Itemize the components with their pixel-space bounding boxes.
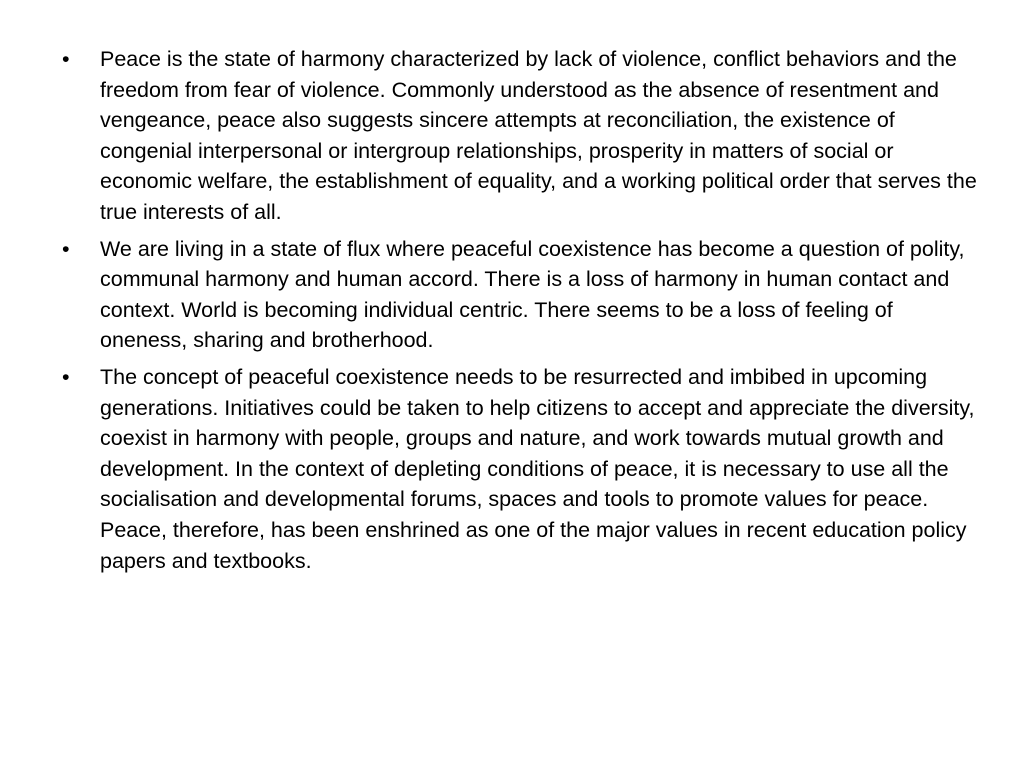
bullet-icon: • <box>62 47 70 71</box>
bullet-text: Peace is the state of harmony characterized by lack of violence, conflict behaviors and the freedom from fear of violence. Commonly understood as the absence of resentment and vengeance, peace also suggests sincere attempts at reconciliation, the existence of congenial interpersonal or intergroup relationships, prosperity in matters of social or economic welfare, the establishment of equality, and a working political order that serves the true interests of all. <box>100 47 977 224</box>
list-item <box>62 362 982 576</box>
list-item <box>62 44 982 228</box>
bullet-icon: • <box>62 364 70 389</box>
list-item <box>62 234 982 356</box>
bullet-icon: • <box>62 236 70 261</box>
bullet-text: We are living in a state of flux where peaceful coexistence has become a question of polity, communal harmony and human accord. There is a loss of harmony in human contact and context. World is becoming individual centric. There seems to be a loss of feeling of oneness, sharing and brotherhood. <box>100 236 965 353</box>
bullet-list <box>62 44 982 582</box>
bullet-text: The concept of peaceful coexistence needs to be resurrected and imbibed in upcoming generations. Initiatives could be taken to help citizens to accept and appreciate the diversity, coexist in harmony with people, groups and nature, and work towards mutual growth and development. In the context of depleting conditions of peace, it is necessary to use all the socialisation and developmental forums, spaces and tools to promote values for peace. Peace, therefore, has been enshrined as one of the major values in recent education policy papers and textbooks. <box>100 364 975 573</box>
